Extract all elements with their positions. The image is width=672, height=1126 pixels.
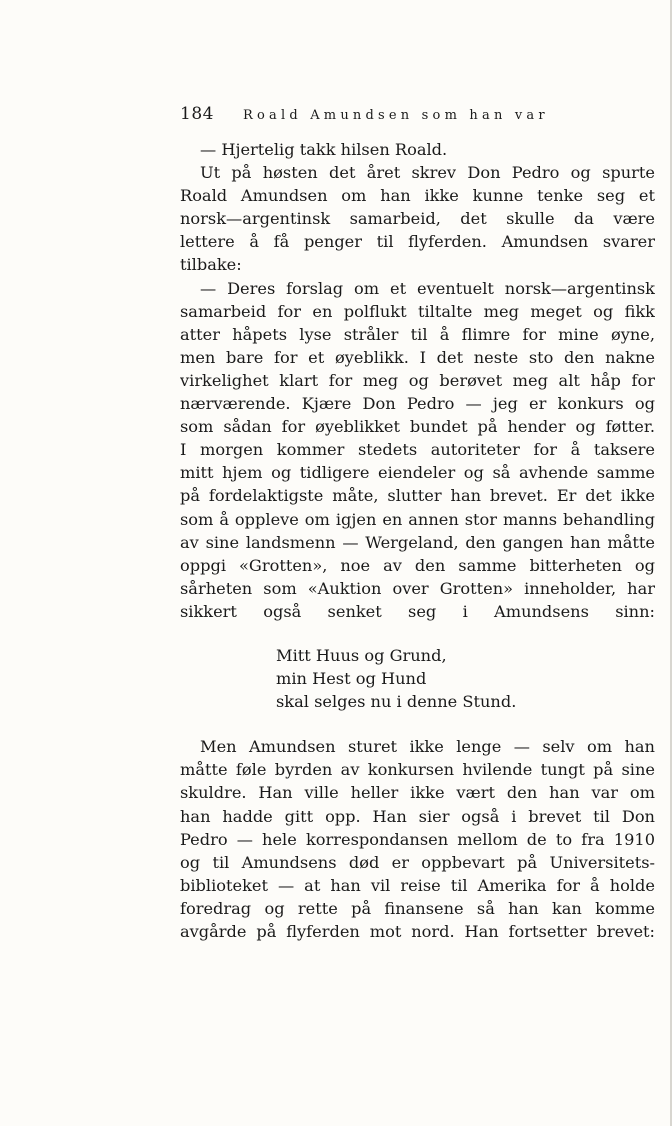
text-line: som å oppleve om igjen en annen stor manns behandling bbox=[180, 509, 655, 529]
text-line: på fordelaktigste måte, slutter han brevet. Er det ikke bbox=[180, 486, 655, 506]
text-line: sikkert også senket seg i Amundsens sinn: bbox=[180, 601, 655, 621]
text-line: I morgen kommer stedets autoriteter for å taksere bbox=[180, 440, 655, 460]
text-line: samarbeid for en polflukt tiltalte meg meget og fikk bbox=[180, 301, 655, 321]
text-line: og til Amundsens død er oppbevart på Universitets- bbox=[180, 852, 655, 872]
text-line: oppgi «Grotten», noe av den samme bitterheten og bbox=[180, 555, 655, 575]
text-line: tilbake: bbox=[180, 255, 242, 275]
text-line: Men Amundsen sturet ikke lenge — selv om han bbox=[200, 737, 655, 757]
stanza-spacer bbox=[180, 623, 655, 644]
text-line: som sådan for øyeblikket bundet på hender og føtter. bbox=[180, 417, 655, 437]
text-line: han hadde gitt opp. Han sier også i brevet til Don bbox=[180, 806, 655, 826]
stanza-spacer bbox=[180, 713, 655, 735]
text-line: skuldre. Han ville heller ikke vært den han var om bbox=[180, 783, 655, 803]
running-title: Roald Amundsen som han var bbox=[243, 108, 549, 123]
text-line: — Hjertelig takk hilsen Roald. bbox=[200, 140, 448, 159]
body-text bbox=[180, 138, 655, 943]
page-header bbox=[180, 104, 620, 128]
text-line: biblioteket — at han vil reise til Amerika for å holde bbox=[180, 875, 655, 895]
text-line: avgårde på flyferden mot nord. Han fortsetter brevet: bbox=[180, 922, 655, 941]
text-line: Ut på høsten det året skrev Don Pedro og spurte bbox=[200, 163, 655, 183]
text-line: foredrag og rette på finansene så han kan komme bbox=[180, 898, 655, 918]
poem-line: min Hest og Hund bbox=[276, 669, 427, 689]
text-line: norsk—argentinsk samarbeid, det skulle da være bbox=[180, 209, 655, 229]
text-line: sårheten som «Auktion over Grotten» inneholder, har bbox=[180, 578, 655, 598]
text-line: virkelighet klart for meg og berøvet meg alt håp for bbox=[180, 370, 655, 390]
poem-line: Mitt Huus og Grund, bbox=[276, 645, 447, 665]
text-line: av sine landsmenn — Wergeland, den gangen han måtte bbox=[180, 532, 655, 552]
text-line: mitt hjem og tidligere eiendeler og så avhende samme bbox=[180, 463, 655, 483]
text-line: nærværende. Kjære Don Pedro — jeg er konkurs og bbox=[180, 394, 655, 414]
text-line: Pedro — hele korrespondansen mellom de to fra 1910 bbox=[180, 829, 655, 849]
text-line: men bare for et øyeblikk. I det neste sto den nakne bbox=[180, 347, 655, 367]
text-line: måtte føle byrden av konkursen hvilende tungt på sine bbox=[180, 760, 655, 780]
text-line: — Deres forslag om et eventuelt norsk—argentinsk bbox=[200, 278, 655, 298]
poem-line: skal selges nu i denne Stund. bbox=[276, 692, 517, 712]
page-number: 184 bbox=[180, 104, 214, 124]
text-line: lettere å få penger til flyferden. Amundsen svarer bbox=[180, 232, 655, 252]
text-line: Roald Amundsen om han ikke kunne tenke seg et bbox=[180, 186, 655, 206]
text-line: atter håpets lyse stråler til å flimre for mine øyne, bbox=[180, 324, 655, 344]
